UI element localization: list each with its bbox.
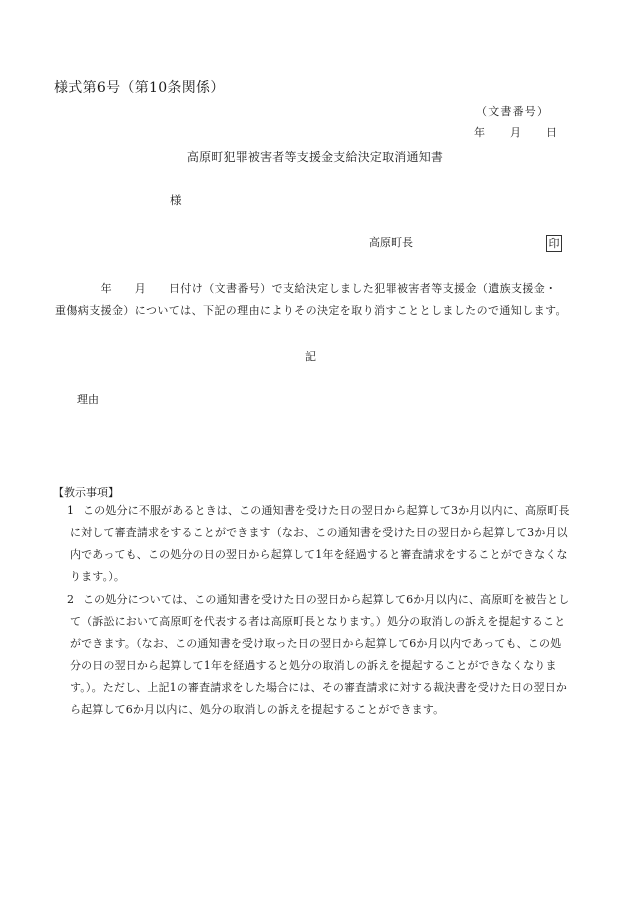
- notice-item-2: [67, 589, 610, 721]
- document-title: 高原町犯罪被害者等支援金支給決定取消通知書: [186, 150, 444, 164]
- notice-item-line: ります。）。: [70, 570, 126, 583]
- notice-item-line: す。）。ただし、上記1の審査請求をした場合には、その審査請求に対する裁決書を受けた日の翌日か: [70, 681, 568, 694]
- form-label: 様式第6号（第10条関係）: [54, 80, 225, 96]
- notice-item-line: 分の日の翌日から起算して1年を経過すると処分の取消しの訴えを提起することができなくなりま: [70, 659, 557, 672]
- notice-item-number: 1: [67, 504, 74, 517]
- body-text-line: 年 月 日付け（文書番号）で支給決定しました犯罪被害者等支援金（遺族支援金・: [55, 282, 557, 295]
- notice-item-line: この処分に不服があるときは、この通知書を受けた日の翌日から起算して3か月以内に、高原町長: [83, 504, 570, 517]
- notice-item-line: ら起算して6か月以内に、処分の取消しの訴えを提起することができます。: [70, 703, 445, 716]
- reason-label: 理由: [77, 393, 99, 406]
- notice-item-line: 内であっても、この処分の日の翌日から起算して1年を経過すると審査請求をすることができなくな: [70, 548, 568, 561]
- notice-item-number: 2: [67, 593, 74, 606]
- notice-item-line: この処分については、この通知書を受けた日の翌日から起算して6か月以内に、高原町を被告とし: [83, 593, 570, 606]
- issue-date: 年 月 日: [474, 126, 558, 139]
- issuer-name: 高原町長: [369, 236, 413, 249]
- notice-item-1: [67, 500, 610, 588]
- notice-item-line: に対して審査請求をすることができます（なお、この通知書を受けた日の翌日から起算して3か月以: [70, 526, 568, 539]
- ki-heading: 記: [305, 350, 316, 363]
- notice-item-line: て（訴訟において高原町を代表する者は高原町長となります。）処分の取消しの訴えを提起すること: [70, 615, 566, 628]
- body-text-line: 重傷病支援金）については、下記の理由によりその決定を取り消すこととしましたので通知します。: [55, 304, 567, 317]
- document-number: （文書番号）: [476, 105, 550, 118]
- addressee-suffix: 様: [170, 193, 182, 207]
- notice-heading: 【教示事項】: [53, 486, 119, 499]
- notice-item-line: ができます。（なお、この通知書を受け取った日の翌日から起算して6か月以内であっても、この処: [70, 637, 562, 650]
- seal-stamp: 印: [546, 235, 562, 252]
